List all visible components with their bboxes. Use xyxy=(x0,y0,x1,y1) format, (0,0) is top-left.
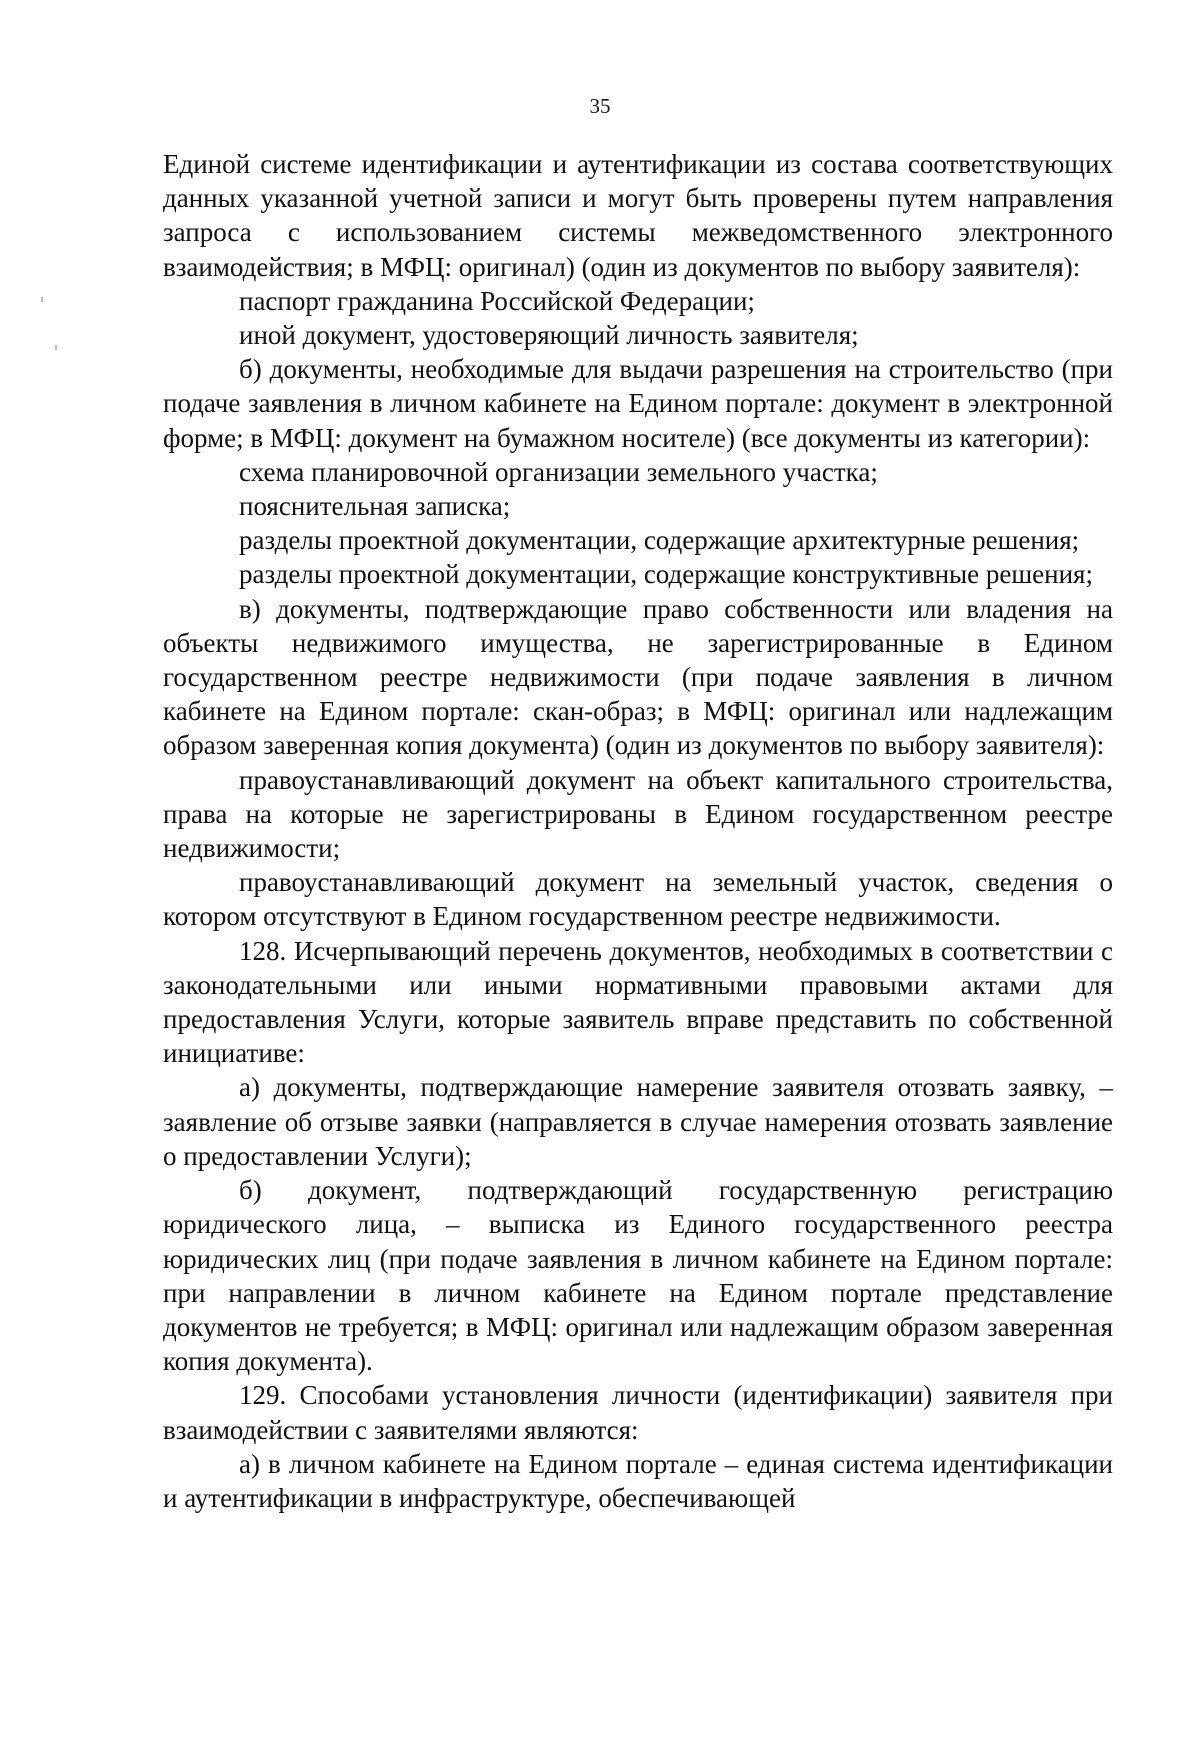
paragraph-continuation: Единой системе идентификации и аутентификации из состава соответствующих данных указанной учетной записи и могут быть проверены путем направления запроса с использованием системы межведомственного электронного взаимодействия; в МФЦ: оригинал) (один из документов по выбору заявителя): xyxy=(163,149,1113,282)
paragraph-item: пояснительная записка; xyxy=(239,491,511,522)
scan-speck xyxy=(41,297,43,302)
page-number: 35 xyxy=(589,94,611,118)
paragraph-section: б) документы, необходимые для выдачи разрешения на строительство (при подаче заявления в личном кабинете на Едином портале: документ в электронной форме; в МФЦ: документ на бумажном носителе) (все документы из категории): xyxy=(163,354,1113,453)
paragraph-item: правоустанавливающий документ на земельный участок, сведения о котором отсутствуют в Едином государственном реестре недвижимости. xyxy=(163,867,1113,932)
paragraph-item: разделы проектной документации, содержащие архитектурные решения; xyxy=(239,525,1080,556)
paragraph-numbered: 129. Способами установления личности (идентификации) заявителя при взаимодействии с заявителями являются: xyxy=(163,1380,1113,1445)
paragraph-item: схема планировочной организации земельного участка; xyxy=(239,456,878,487)
scan-speck xyxy=(55,345,57,350)
paragraph-item: разделы проектной документации, содержащие конструктивные решения; xyxy=(239,559,1093,590)
paragraph-section: а) документы, подтверждающие намерение заявителя отозвать заявку, – заявление об отзыве заявки (направляется в случае намерения отозвать заявление о предоставлении Услуги); xyxy=(163,1072,1113,1171)
paragraph-section: в) документы, подтверждающие право собственности или владения на объекты недвижимого имущества, не зарегистрированные в Едином государственном реестре недвижимости (при подаче заявления в личном кабинете на Едином портале: скан-образ; в МФЦ: оригинал или надлежащим образом заверенная копия документа) (один из документов по выбору заявителя): xyxy=(163,593,1113,761)
paragraph-numbered: 128. Исчерпывающий перечень документов, необходимых в соответствии с законодательными или иными нормативными правовыми актами для предоставления Услуги, которые заявитель вправе представить по собственной инициативе: xyxy=(163,935,1113,1069)
paragraph-section: б) документ, подтверждающий государственную регистрацию юридического лица, – выписка из Единого государственного реестра юридических лиц (при подаче заявления в личном кабинете на Едином портале: при направлении в личном кабинете на Едином портале представление документов не требуется; в МФЦ: оригинал или надлежащим образом заверенная копия документа). xyxy=(163,1175,1113,1377)
paragraph-section: а) в личном кабинете на Едином портале – единая система идентификации и аутентификации в инфраструктуре, обеспечивающей xyxy=(163,1448,1113,1513)
document-body xyxy=(163,147,1113,1515)
paragraph-item: паспорт гражданина Российской Федерации; xyxy=(239,285,755,316)
paragraph-item: правоустанавливающий документ на объект капитального строительства, права на которые не зарегистрированы в Едином государственном реестре недвижимости; xyxy=(163,764,1113,864)
paragraph-item: иной документ, удостоверяющий личность заявителя; xyxy=(239,320,859,351)
